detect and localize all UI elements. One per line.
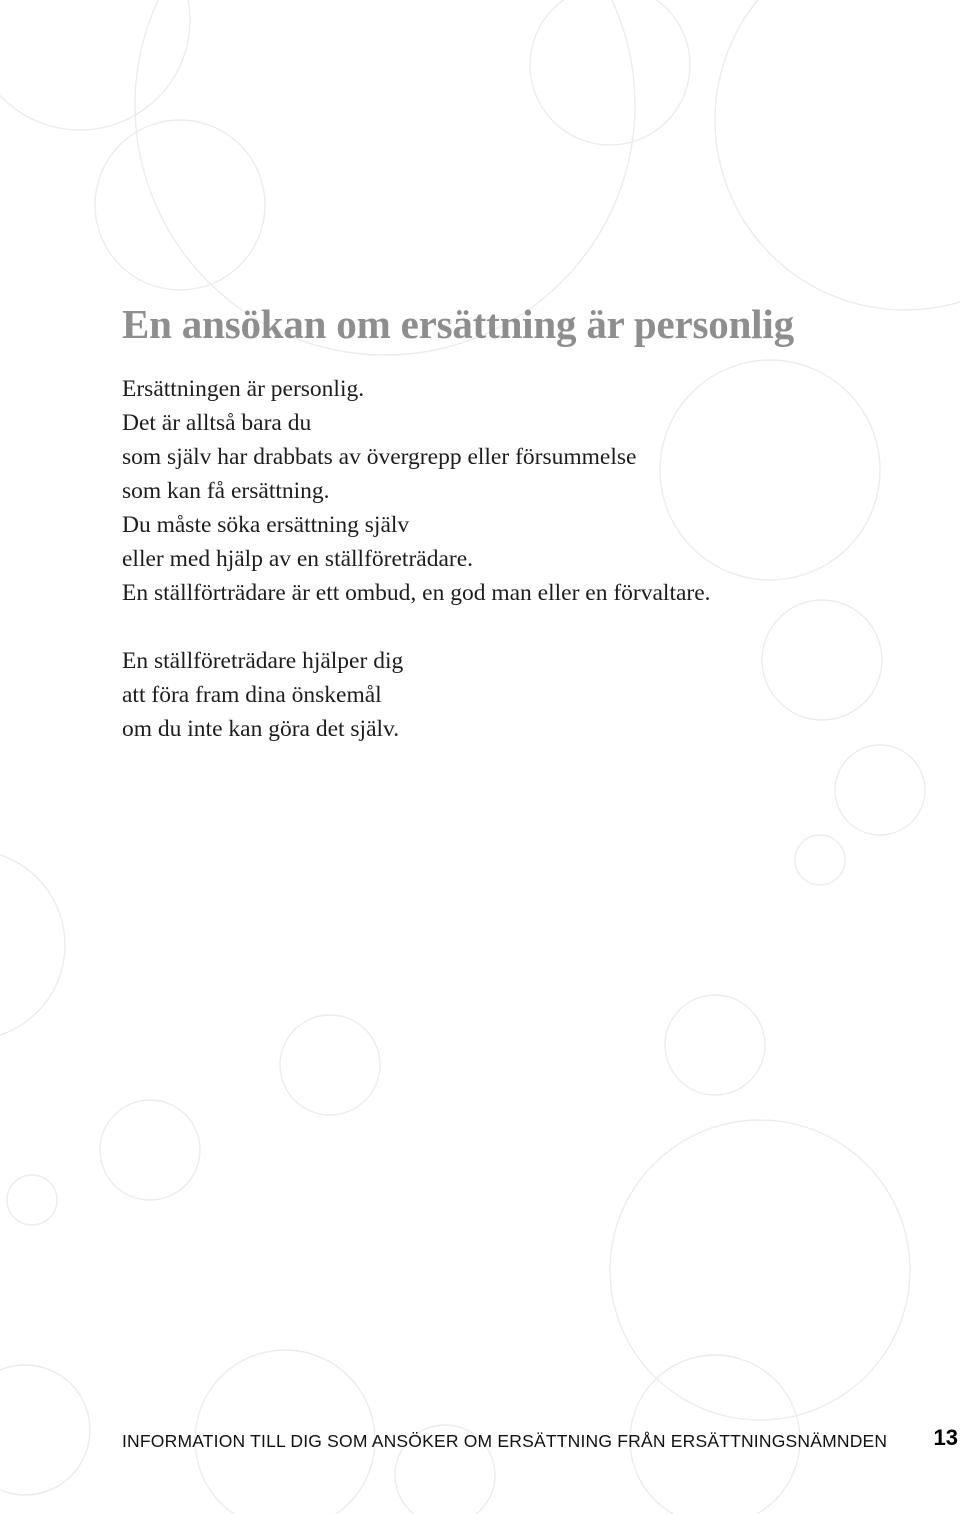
- decor-circle: [715, 0, 960, 310]
- decor-circle: [100, 1100, 200, 1200]
- footer-running-title: INFORMATION TILL DIG SOM ANSÖKER OM ERSÄTTNING FRÅN ERSÄTTNINGSNÄMNDEN: [122, 1431, 888, 1451]
- text-line: om du inte kan göra det själv.: [122, 716, 400, 742]
- text-line: Det är alltså bara du: [122, 410, 312, 436]
- text-line: Ersättningen är personlig.: [122, 376, 365, 402]
- decor-circle: [0, 0, 190, 130]
- page-number: 13: [933, 1425, 958, 1450]
- text-line: En ställförträdare är ett ombud, en god man eller en förvaltare.: [122, 580, 711, 606]
- page-title: En ansökan om ersättning är personlig: [122, 301, 794, 347]
- text-line: som själv har drabbats av övergrepp eller försummelse: [122, 444, 637, 470]
- text-line: eller med hjälp av en ställföreträdare.: [122, 546, 474, 572]
- decor-circle: [835, 745, 925, 835]
- decor-circle: [0, 850, 65, 1040]
- decor-circle: [795, 835, 845, 885]
- decor-circle: [762, 600, 882, 720]
- decor-circle: [610, 1120, 910, 1420]
- text-line: Du måste söka ersättning själv: [122, 512, 410, 538]
- decor-circle: [95, 120, 265, 290]
- decor-circle: [280, 1015, 380, 1115]
- decor-circle: [0, 1365, 90, 1495]
- body-paragraph-1: [122, 372, 711, 610]
- decor-circle: [7, 1175, 57, 1225]
- text-line: att föra fram dina önskemål: [122, 682, 382, 708]
- text-line: som kan få ersättning.: [122, 478, 330, 504]
- decor-circle: [530, 0, 690, 145]
- text-line: En ställföreträdare hjälper dig: [122, 648, 404, 674]
- decor-circle: [665, 995, 765, 1095]
- body-paragraph-2: [122, 644, 403, 746]
